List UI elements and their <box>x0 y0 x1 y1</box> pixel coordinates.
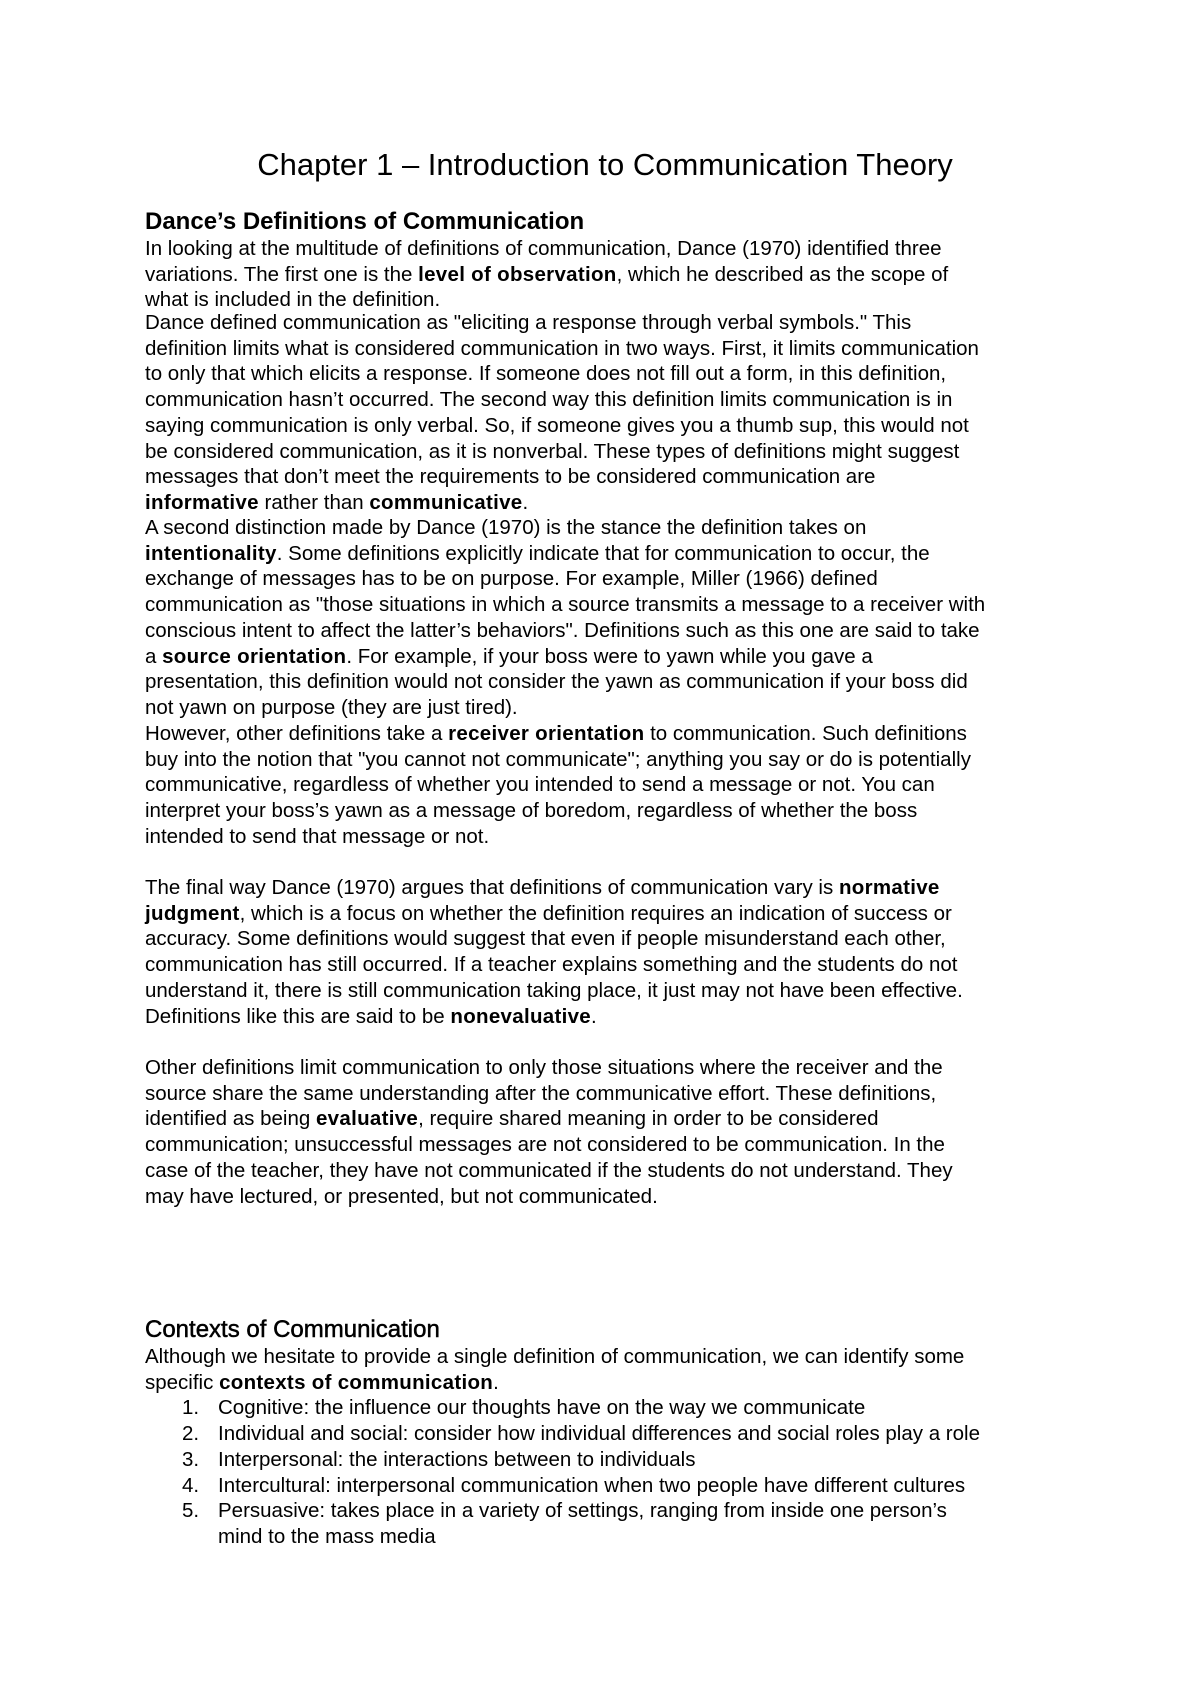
list-item-text: Individual and social: consider how individual differences and social roles play a role <box>218 1422 980 1446</box>
page-title: Chapter 1 – Introduction to Communication Theory <box>257 147 953 182</box>
text-line: communication hasn’t occurred. The second way this definition limits communication is in <box>145 388 953 412</box>
text-line: communication; unsuccessful messages are not considered to be communication. In the <box>145 1133 945 1157</box>
text-line: Other definitions limit communication to only those situations where the receiver and the <box>145 1056 943 1079</box>
text-line: identified as being evaluative, require shared meaning in order to be considered <box>145 1107 879 1131</box>
text-line: be considered communication, as it is nonverbal. These types of definitions might suggest <box>145 439 960 463</box>
bold-term: contexts of communication <box>219 1370 494 1394</box>
text-line: communicative, regardless of whether you intended to send a message or not. You can <box>145 773 935 797</box>
text-line: communication has still occurred. If a teacher explains something and the students do not <box>145 953 958 977</box>
text-line: may have lectured, or presented, but not communicated. <box>145 1184 658 1208</box>
bold-term: communicative <box>369 490 523 514</box>
text-line: buy into the notion that "you cannot not communicate"; anything you say or do is potentially <box>145 747 971 771</box>
text-line: to only that which elicits a response. If someone does not fill out a form, in this definition, <box>145 362 947 386</box>
section-dance-definitions <box>145 208 948 313</box>
text-line: intended to send that message or not. <box>145 824 490 848</box>
bold-term: judgment <box>145 901 240 925</box>
text-line: interpret your boss’s yawn as a message of boredom, regardless of whether the boss <box>145 799 918 823</box>
text-line: variations. The first one is the level of observation, which he described as the scope of <box>145 262 949 286</box>
paragraph-3 <box>145 515 985 721</box>
text-line: what is included in the definition. <box>145 288 441 312</box>
text-line: However, other definitions take a receiver orientation to communication. Such definitions <box>145 722 967 745</box>
bold-term: normative <box>838 876 940 899</box>
list-number: 5. <box>182 1499 200 1523</box>
list-item <box>145 1421 980 1447</box>
contexts-list <box>145 1395 980 1549</box>
text-line: conscious intent to affect the latter’s behaviors". Definitions such as this one are said to take <box>145 618 980 642</box>
text-line: Although we hesitate to provide a single definition of communication, we can identify some <box>145 1345 965 1368</box>
bold-term: nonevaluative <box>450 1004 592 1028</box>
text-line: specific contexts of communication. <box>145 1370 499 1394</box>
list-item-text: Cognitive: the influence our thoughts have on the way we communicate <box>218 1396 866 1420</box>
contexts-intro <box>145 1344 980 1395</box>
text-line: saying communication is only verbal. So, if someone gives you a thumb sup, this would not <box>145 413 969 437</box>
text-line: Dance defined communication as "eliciting a response through verbal symbols." This <box>145 311 912 334</box>
text-line: a source orientation. For example, if your boss were to yawn while you gave a <box>145 644 873 668</box>
list-number: 3. <box>182 1447 200 1471</box>
text-line: The final way Dance (1970) argues that definitions of communication vary is normative <box>145 876 940 899</box>
bold-term: evaluative <box>315 1107 419 1131</box>
list-item <box>145 1473 980 1499</box>
bold-term: level of observation <box>418 262 617 286</box>
text-line: exchange of messages has to be on purpose. For example, Miller (1966) defined <box>145 567 878 591</box>
list-number: 2. <box>182 1422 200 1446</box>
text-line: A second distinction made by Dance (1970) is the stance the definition takes on <box>145 516 867 539</box>
text-line: intentionality. Some definitions explicitly indicate that for communication to occur, the <box>145 541 930 565</box>
list-item-text: mind to the mass media <box>218 1524 436 1548</box>
text-line: judgment, which is a focus on whether the definition requires an indication of success or <box>145 901 952 925</box>
text-line: case of the teacher, they have not communicated if the students do not understand. They <box>145 1158 953 1182</box>
text-line: not yawn on purpose (they are just tired). <box>145 695 518 719</box>
list-number: 4. <box>182 1473 200 1497</box>
text-line: In looking at the multitude of definitions of communication, Dance (1970) identified three <box>145 237 942 260</box>
text-line: communication as "those situations in which a source transmits a message to a receiver with <box>145 593 986 617</box>
bold-term: informative <box>145 490 259 514</box>
paragraph-1 <box>145 236 948 313</box>
paragraph-4 <box>145 721 971 850</box>
paragraph-6 <box>145 1055 953 1209</box>
text-line: presentation, this definition would not consider the yawn as communication if your boss did <box>145 670 968 694</box>
paragraph-5 <box>145 875 963 1029</box>
list-item <box>145 1447 980 1473</box>
text-line: definition limits what is considered communication in two ways. First, it limits communication <box>145 336 979 360</box>
section-heading: Dance’s Definitions of Communication <box>145 208 585 235</box>
list-number: 1. <box>182 1396 200 1420</box>
paragraph-2 <box>145 310 979 516</box>
list-item-text: Persuasive: takes place in a variety of settings, ranging from inside one person’s <box>218 1499 947 1523</box>
bold-term: intentionality <box>145 541 277 565</box>
bold-term: receiver orientation <box>448 722 645 745</box>
list-item-text: Intercultural: interpersonal communication when two people have different cultures <box>218 1473 966 1497</box>
text-line: Definitions like this are said to be nonevaluative. <box>145 1004 597 1028</box>
list-item-text: Interpersonal: the interactions between to individuals <box>218 1447 696 1471</box>
section-contexts <box>145 1316 980 1550</box>
bold-term: source orientation <box>162 644 347 668</box>
text-line: informative rather than communicative. <box>145 490 529 514</box>
text-line: understand it, there is still communication taking place, it just may not have been effective. <box>145 978 963 1002</box>
text-line: accuracy. Some definitions would suggest that even if people misunderstand each other, <box>145 927 946 951</box>
text-line: source share the same understanding after the communicative effort. These definitions, <box>145 1081 937 1105</box>
text-line: messages that don’t meet the requirements to be considered communication are <box>145 465 876 489</box>
list-item <box>145 1395 980 1421</box>
list-item <box>145 1498 980 1549</box>
section-heading: Contexts of Communication <box>145 1316 440 1343</box>
